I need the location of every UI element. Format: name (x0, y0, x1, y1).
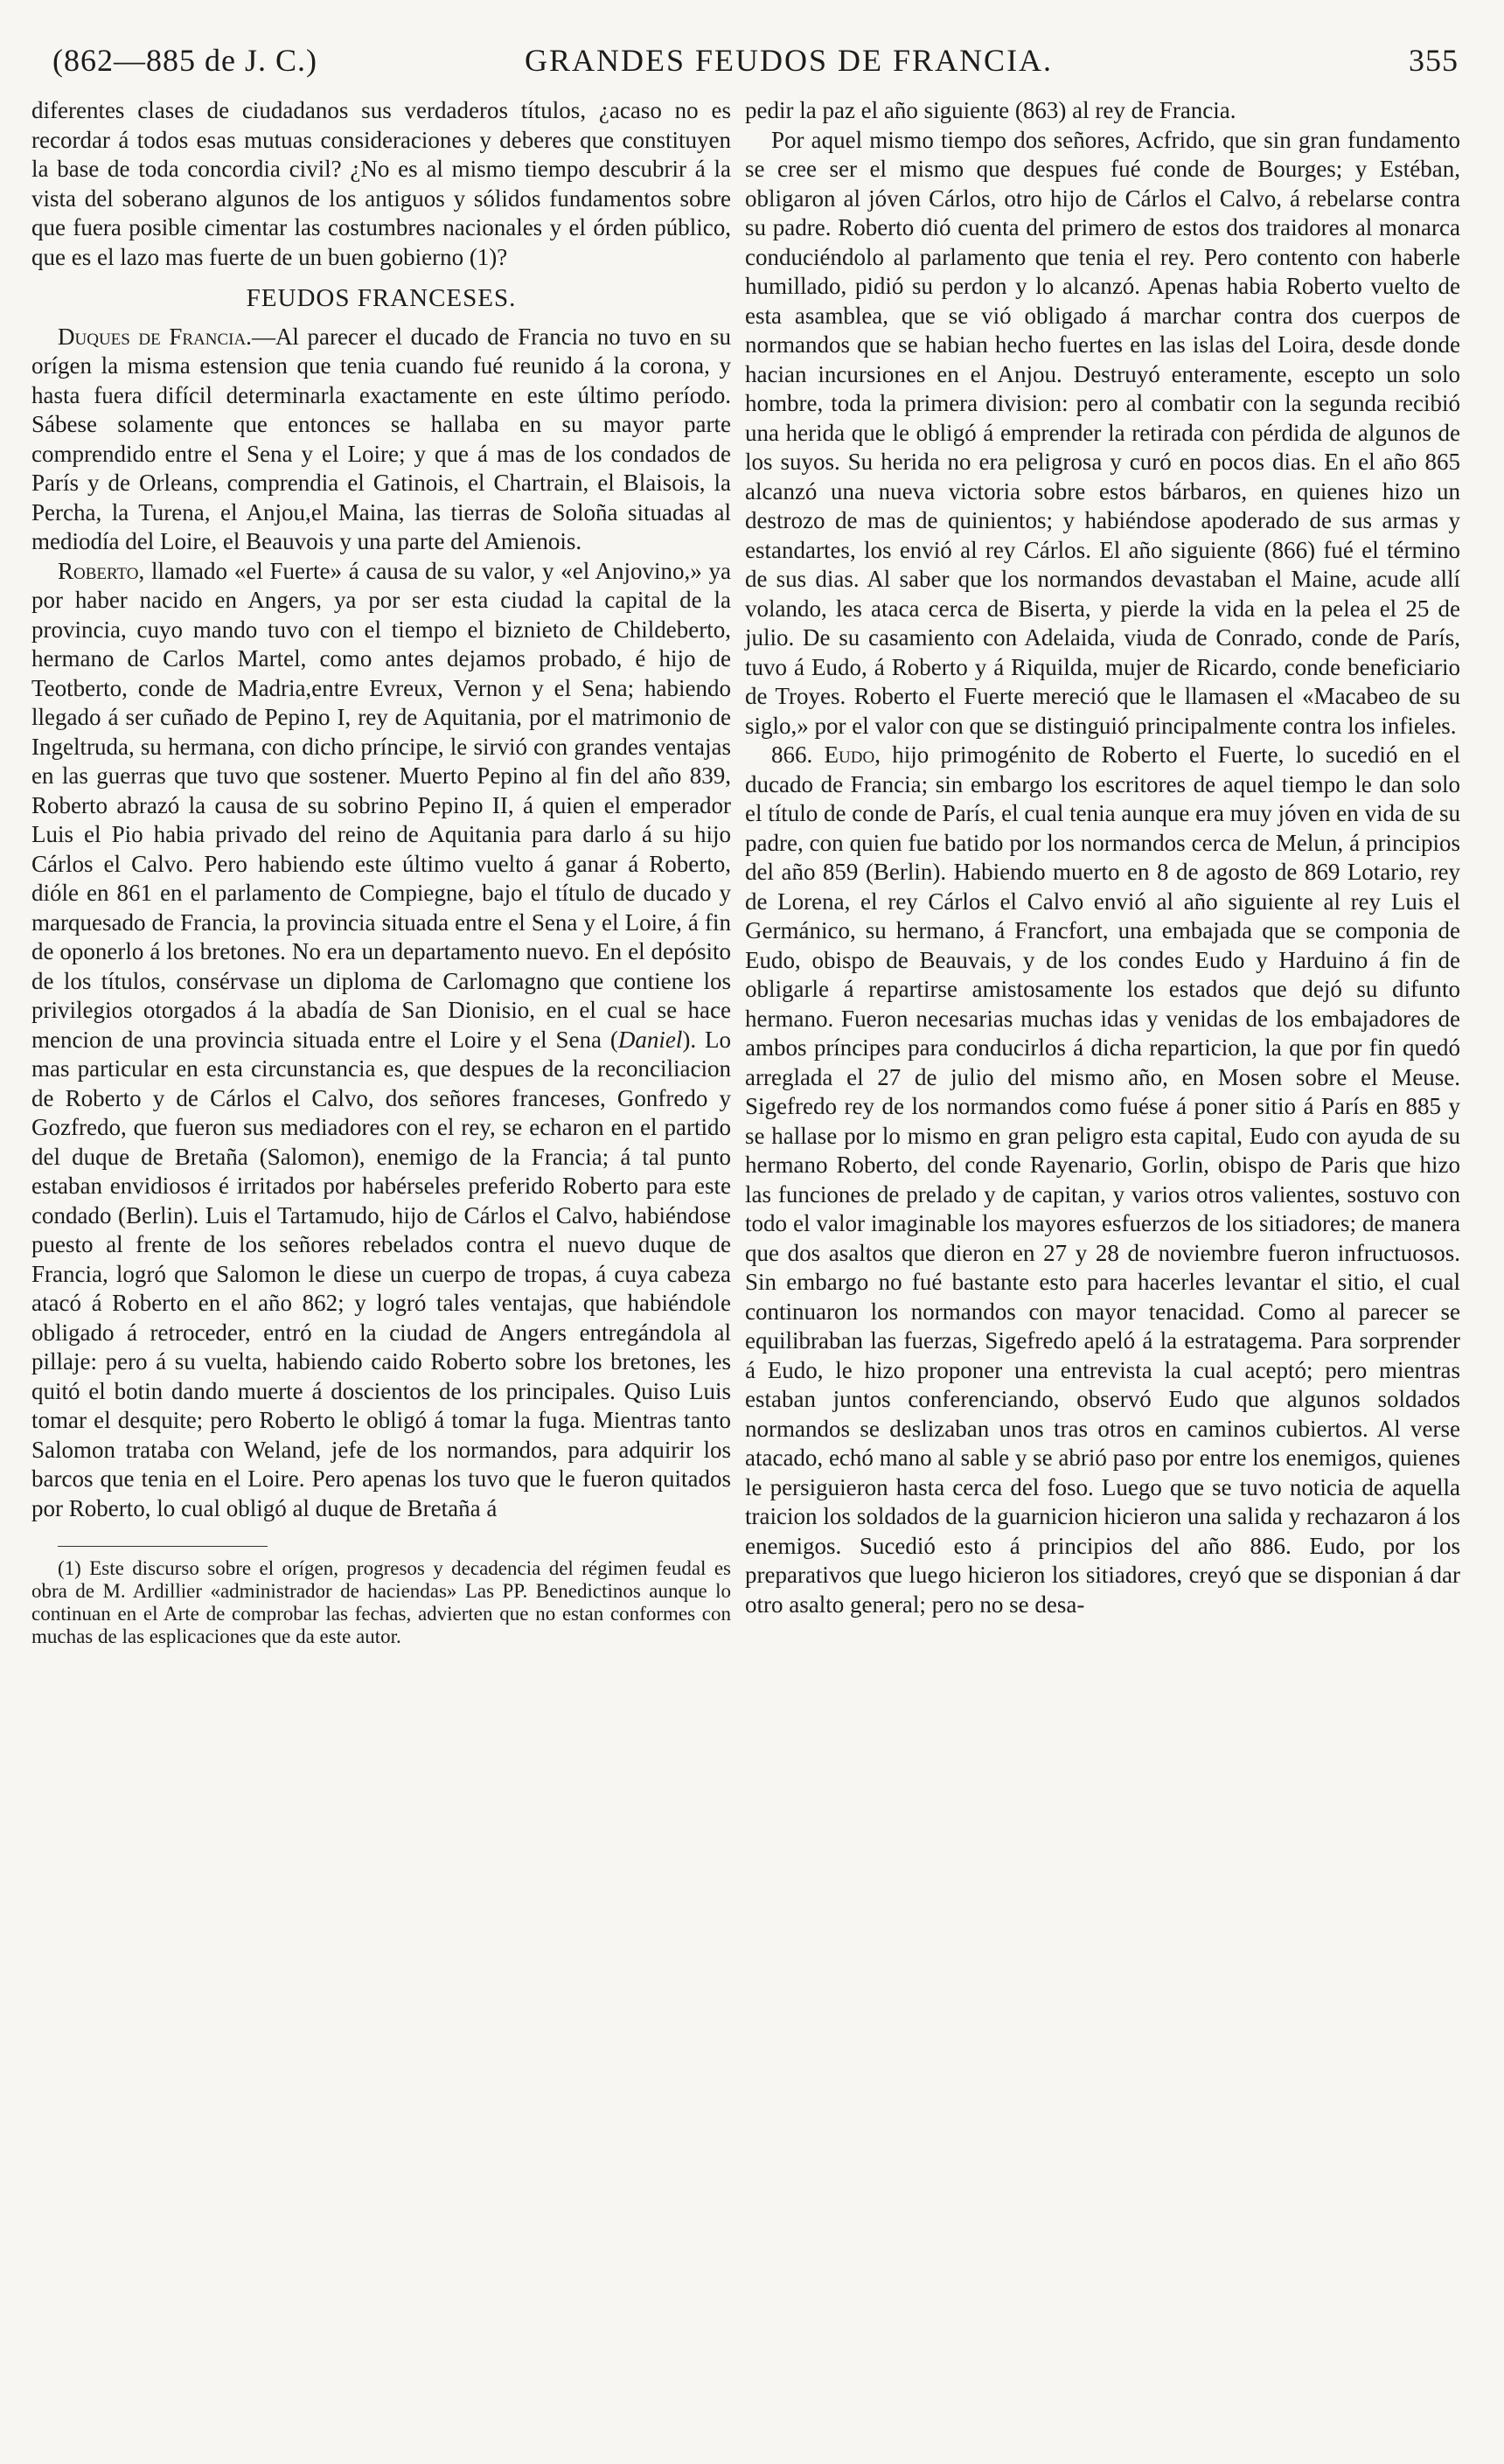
footnote (31, 1557, 731, 1648)
roberto-daniel: Daniel (617, 1026, 683, 1053)
eudo-text: hijo primogénito de Roberto el Fuerte, lo sucedió en el ducado de Francia; sin embargo los escritores de aquel tiempo le dan solo el título de conde de París, el cual tenia aunque era muy jóven en vida de su padre, con quien fue batido por los normandos cerca de Melun, á principios del año 859 (Berlin). Habiendo muerto en 8 de agosto de 869 Lotario, rey de Lorena, el rey Cárlos el Calvo envió al año siguiente al rey Luis el Germánico, su hermano, á Francfort, una embajada que se componia de Eudo, obispo de Beauvais, y de los condes Eudo y Harduino á fin de obligarle á repartirse amistosamente los estados que dejó su difunto hermano. Fueron necesarias muchas idas y venidas de los embajadores de ambos príncipes para conducirlos á dicha reparticion, la que por fin quedó arreglada el 27 de julio del mismo año, en Mosen sobre el Meuse. Sigefredo rey de los normandos como fuése á poner sitio á París en 885 y se hallase por lo mismo en gran peligro esta capital, Eudo con ayuda de su hermano Roberto, del conde Rayenario, Gorlin, obispo de Paris que hizo las funciones de prelado y de capitan, y varios otros valientes, sostuvo con todo el valor imaginable los mayores esfuerzos de los sitiadores; de manera que dos asaltos que dieron en 27 y 28 de noviembre fueron infructuosos. Sin embargo no fué bastante esto para hacerles levantar el sitio, el cual continuaron los normandos con mayor tenacidad. Como al parecer se equilibraban las fuerzas, Sigefredo apeló á la estratagema. Para sorprender á Eudo, le hizo proponer una entrevista la cual aceptó; pero mientras estaban juntos conferenciando, observó Eudo que algunos soldados normandos se deslizaban unos tras otros en caminos cubiertos. Al verse atacado, echó mano al sable y se abrió paso por entre los enemigos, quienes le persiguieron hasta cerca del foso. Luego que se tuvo noticia de aquella traicion los soldados de la guarnicion hicieron una salida y rechazaron á los enemigos. Sucedió esto á principios del año 886. Eudo, por los preparativos que luego hicieron los sitiadores, creyó que se disponian á dar otro asalto general; pero no se desa- (745, 741, 1460, 1618)
roberto-text: llamado «el Fuerte» á causa de su valor, y «el Anjovino,» ya por haber nacido en Angers, ya por ser esta ciudad la capital de la provincia, cuyo mando tuvo con el tiempo el biznieto de Childeberto, hermano de Carlos Martel, como antes dejamos probado, é hijo de Teotberto, conde de Madria,entre Evreux, Vernon y el Sena; habiendo llegado á ser cuñado de Pepino I, rey de Aquitania, por el matrimonio de Ingeltruda, su hermana, con dicho príncipe, le sirvió con grandes ventajas en las guerras que tuvo que sostener. Muerto Pepino al fin del año 839, Roberto abrazó la causa de su sobrino Pepino II, á quien el emperador Luis el Pio habia privado del reino de Aquitania para darlo á su hijo Cárlos el Calvo. Pero habiendo este último vuelto á ganar á Roberto, dióle en 861 en el parlamento de Compiegne, bajo el título de ducado y marquesado de Francia, la provincia situada entre el Sena y el Loire, á fin de oponerlo á los bretones. No era un departamento nuevo. En el depósito de los títulos, consérvase un diploma de Carlomagno que contiene los privilegios otorgados á la abadía de San Dionisio, en el cual se hace mencion de una provincia situada entre el Loire y el Sena ( (31, 557, 731, 1053)
header-dates: (862—885 de J. C.) (52, 43, 317, 78)
intro-paragraph: diferentes clases de ciudadanos sus verdaderos títulos, ¿acaso no es recordar á todos esas mutuas consideraciones y deberes que constituyen la base de toda concordia civil? ¿No es al mismo tiempo descubrir á la vista del soberano algunos de los antiguos y sólidos fundamentos sobre que fuera posible cimentar las costumbres nacionales y el órden público, que es el lazo mas fuerte de un buen gobierno (1)? (31, 97, 731, 270)
eudo-lead: 866. Eudo, (771, 741, 881, 768)
footnote-rule (58, 1546, 268, 1547)
paragraph-peace: pedir la paz el año siguiente (863) al rey de Francia. (745, 97, 1236, 123)
duques-text: —Al parecer el ducado de Francia no tuvo en su orígen la misma estension que tenia cuando fué reunido á la corona, y hasta fuera difícil determinarla exactamente en este último período. Sábese solamente que entonces se hallaba en su mayor parte comprendido entre el Sena y el Loire; y que á mas de los condados de París y de Orleans, comprendia el Gatinois, el Chartrain, el Blaisois, la Percha, la Turena, el Anjou,el Maina, las tierras de Soloña situadas al mediodía del Loire, el Beauvois y una parte del Amienois. (31, 323, 731, 554)
roberto-text-continued: ). Lo mas particular en esta circunstancia es, que despues de la reconciliacion de Roberto y de Cárlos el Calvo, dos señores franceses, Gonfredo y Gozfredo, que fueron sus mediadores con el rey, se echaron en el partido del duque de Bretaña (Salomon), enemigo de la Francia; á tal punto estaban envidiosos é irritados por habérseles preferido Roberto para este condado (Berlin). Luis el Tartamudo, hijo de Cárlos el Calvo, habiéndose puesto al frente de los señores rebelados contra el nuevo duque de Francia, logró que Salomon le diese un cuerpo de tropas, á cuya cabeza atacó á Roberto en el año 862; y logró tales ventajas, que habiéndole obligado á retroceder, entró en la ciudad de Angers entregándola al pillaje: pero á su vuelta, habiendo caido Roberto sobre los bretones, les quitó el botin dando muerte á doscientos de los principales. Quiso Luis tomar el desquite; pero Roberto le obligó á tomar la fuga. Mientras tanto Salomon trataba con Weland, jefe de los normandos, para adquirir los barcos que tenia en el Loire. Pero apenas los tuvo que le fueron quitados por Roberto, lo cual obligó al duque de Bretaña á (31, 1026, 731, 1521)
duques-paragraph (31, 323, 731, 557)
header-title: GRANDES FEUDOS DE FRANCIA. (525, 43, 1054, 78)
left-column (31, 96, 731, 1648)
page-number: 355 (1409, 43, 1459, 78)
footnote-text: (1) Este discurso sobre el orígen, progresos y decadencia del régimen feudal es obra de M. Ardillier «administrador de haciendas» Las PP. Benedictinos aunque lo continuan en el Arte de comprobar las fechas, advierten que no estan conformes con muchas de las esplicaciones que da este autor. (31, 1557, 731, 1647)
paragraph-acfrido: Por aquel mismo tiempo dos señores, Acfrido, que sin gran fundamento se cree ser el mismo que despues fué conde de Bourges; y Estéban, obligaron al jóven Cárlos, otro hijo de Cárlos el Calvo, á rebelarse contra su padre. Roberto dió cuenta del primero de estos dos traidores al monarca conduciéndolo al parlamento que tenia el rey. Pero contento con haberle humillado, pidió su perdon y lo alcanzó. Apenas habia Roberto vuelto de esta asamblea, que se vió obligado á marchar contra dos cuerpos de normandos que se habian hecho fuertes en las islas del Loira, desde donde hacian incursiones en el Anjou. Destruyó enteramente, escepto un solo hombre, toda la primera division: pero al combatir con la segunda recibió una herida que le obligó á emprender la retirada con pérdida de algunos de los suyos. Su herida no era peligrosa y curó en pocos dias. En el año 865 alcanzó una nueva victoria sobre estos bárbaros, en quienes hizo un destrozo de mas de quinientos; y habiéndose apoderado de sus armas y estandartes, los envió al rey Cárlos. El año siguiente (866) fué el término de sus dias. Al saber que los normandos devastaban el Maine, acude allí volando, les ataca cerca de Biserta, y pierde la vida en la pelea el 25 de julio. De su casamiento con Adelaida, viuda de Conrado, conde de París, tuvo á Eudo, á Roberto y á Riquilda, mujer de Ricardo, conde beneficiario de Troyes. Roberto el Fuerte mereció que le llamasen el «Macabeo de su siglo,» por el valor con que se distinguió principalmente contra los infieles. (745, 126, 1460, 739)
section-title: FEUDOS FRANCESES. (246, 284, 517, 312)
roberto-paragraph (31, 557, 731, 1524)
roberto-lead: Roberto, (58, 557, 145, 584)
duques-lead: Duques de Francia. (58, 323, 252, 350)
right-column (745, 96, 1460, 1619)
running-header (52, 42, 1459, 86)
paragraph-eudo (745, 741, 1460, 1619)
